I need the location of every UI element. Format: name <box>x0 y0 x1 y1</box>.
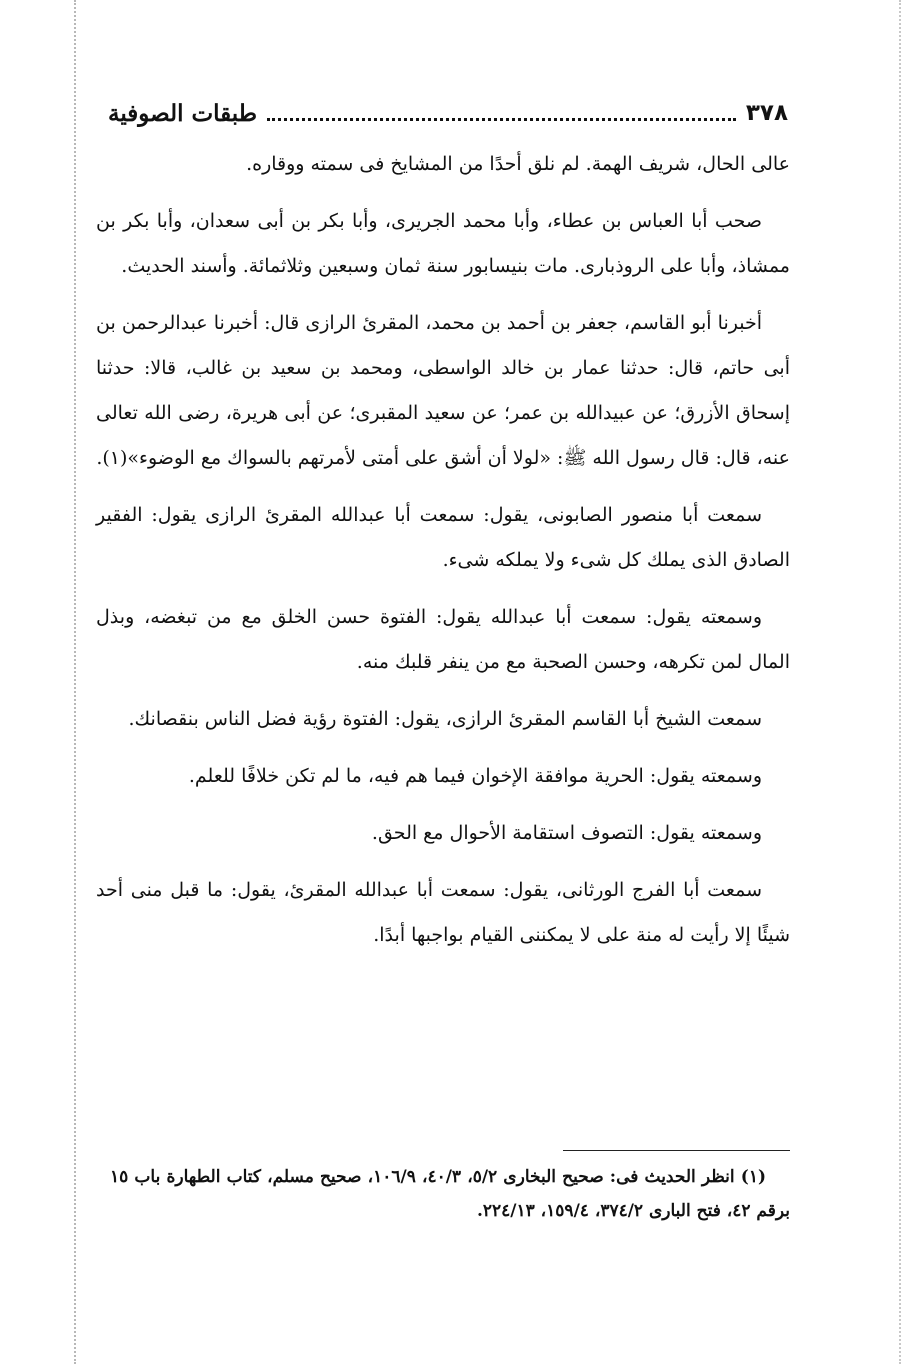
footnote-text: (١) انظر الحديث فى: صحيح البخارى ٥/٢، ٤٠/٣، ١٠٦/٩، صحيح مسلم، كتاب الطهارة باب ١٥ برقم ٤٢، فتح البارى ٣٧٤/٢، ١٥٩/٤، ٢٢٤/١٣. <box>110 1167 790 1221</box>
paragraph: سمعت أبا الفرج الورثانى، يقول: سمعت أبا عبدالله المقرئ، يقول: ما قبل منى أحد شيئًا إلا رأيت له منة على لا يمكننى القيام بواجبها أبدًا. <box>96 879 790 946</box>
paragraph: صحب أبا العباس بن عطاء، وأبا محمد الجريرى، وأبا بكر بن أبى سعدان، وأبا بكر بن ممشاذ، وأبا على الروذبارى. مات بنيسابور سنة ثمان وسبعين وثلاثمائة. وأسند الحديث. <box>96 210 790 277</box>
paragraph: سمعت أبا منصور الصابونى، يقول: سمعت أبا عبدالله المقرئ الرازى يقول: الفقير الصادق الذى يملك كل شىء ولا يملكه شىء. <box>96 504 790 571</box>
running-header <box>108 96 788 130</box>
footnote-divider <box>563 1150 790 1151</box>
paragraph: وسمعته يقول: الحرية موافقة الإخوان فيما هم فيه، ما لم تكن خلافًا للعلم. <box>188 765 762 787</box>
scan-margin-line <box>74 0 76 1364</box>
paragraph: أخبرنا أبو القاسم، جعفر بن أحمد بن محمد، المقرئ الرازى قال: أخبرنا عبدالرحمن بن أبى حاتم، قال: حدثنا عمار بن خالد الواسطى، ومحمد بن سعيد بن غالب، قالا: حدثنا إسحاق الأزرق؛ عن عبيدالله بن عمر؛ عن سعيد المقبرى؛ عن أبى هريرة، رضى الله تعالى عنه، قال: قال رسول الله ﷺ: «لولا أن أشق على أمتى لأمرتهم بالسواك مع الوضوء»(١). <box>96 312 790 469</box>
paragraph: سمعت الشيخ أبا القاسم المقرئ الرازى، يقول: الفتوة رؤية فضل الناس بنقصانك. <box>128 708 762 730</box>
main-text <box>96 142 790 958</box>
page-number: ٣٧٨ <box>745 100 788 126</box>
scan-margin-line <box>899 0 901 1364</box>
running-title: طبقات الصوفية <box>108 99 258 127</box>
footnote <box>110 1160 790 1228</box>
paragraph: وسمعته يقول: التصوف استقامة الأحوال مع الحق. <box>371 822 762 844</box>
leader-dots <box>267 118 736 121</box>
paragraph: عالى الحال، شريف الهمة. لم نلق أحدًا من المشايخ فى سمته ووقاره. <box>246 153 790 175</box>
paragraph: وسمعته يقول: سمعت أبا عبدالله يقول: الفتوة حسن الخلق مع من تبغضه، وبذل المال لمن تكرهه، وحسن الصحبة مع من ينفر قلبك منه. <box>96 606 790 673</box>
